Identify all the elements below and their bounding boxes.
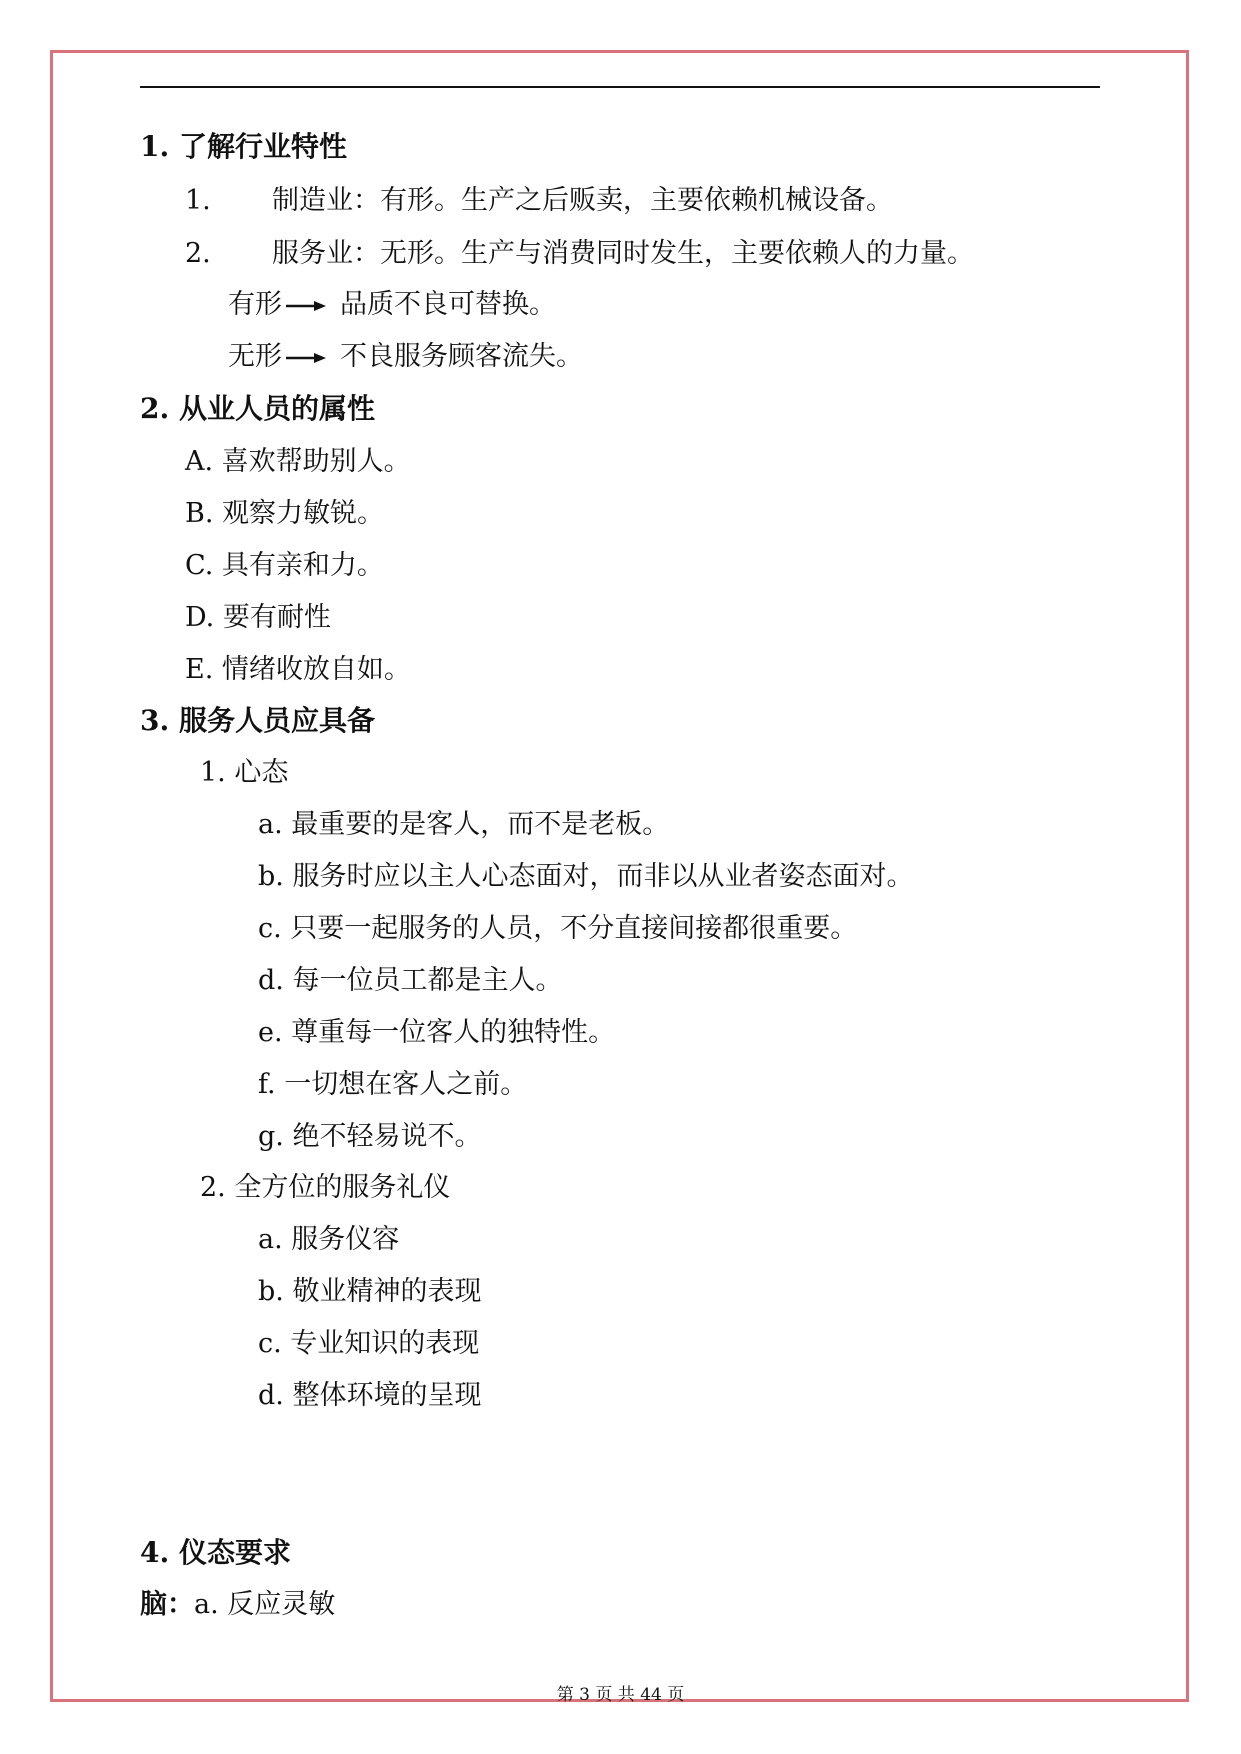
section1-item1-text: 制造业：有形。生产之后贩卖，主要依赖机械设备。	[272, 185, 893, 216]
mindset-item: b. 服务时应以主人心态面对，而非以从业者姿态面对。	[258, 861, 914, 892]
mindset-item: f. 一切想在客人之前。	[258, 1069, 528, 1100]
brain-line	[140, 1588, 335, 1622]
brain-text: a. 反应灵敏	[194, 1589, 336, 1620]
attribute-item: D. 要有耐性	[185, 602, 331, 633]
tangible-text: 品质不良可替换。	[340, 289, 556, 320]
subsection-title-mindset: 1. 心态	[200, 757, 289, 788]
intangible-text: 不良服务顾客流失。	[340, 341, 583, 372]
mindset-item: a. 最重要的是客人，而不是老板。	[258, 809, 670, 840]
page-footer: 第 3 页 共 44 页	[556, 1685, 685, 1705]
mindset-item: d. 每一位员工都是主人。	[258, 965, 563, 996]
tangible-label: 有形	[228, 289, 282, 320]
section1-item2-text: 服务业：无形。生产与消费同时发生，主要依赖人的力量。	[272, 238, 974, 269]
subsection-title-etiquette: 2. 全方位的服务礼仪	[200, 1172, 451, 1203]
etiquette-item: d. 整体环境的呈现	[258, 1380, 482, 1411]
section1-heading: 1. 了解行业特性	[140, 130, 347, 163]
attribute-item: E. 情绪收放自如。	[185, 654, 411, 685]
intangible-line	[228, 340, 583, 374]
etiquette-item: b. 敬业精神的表现	[258, 1276, 482, 1307]
mindset-item: e. 尊重每一位客人的独特性。	[258, 1017, 616, 1048]
section2-heading: 2. 从业人员的属性	[140, 392, 375, 425]
mindset-item: g. 绝不轻易说不。	[258, 1121, 482, 1152]
brain-label: 脑：	[140, 1589, 194, 1620]
intangible-label: 无形	[228, 341, 282, 372]
attribute-item: C. 具有亲和力。	[185, 550, 384, 581]
section4-heading: 4. 仪态要求	[140, 1536, 291, 1569]
section1-item1-number: 1.	[185, 185, 211, 216]
section1-item2-number: 2.	[185, 238, 211, 269]
attribute-item: A. 喜欢帮助别人。	[185, 446, 411, 477]
etiquette-item: c. 专业知识的表现	[258, 1328, 480, 1359]
section3-heading: 3. 服务人员应具备	[140, 704, 375, 737]
etiquette-item: a. 服务仪容	[258, 1224, 400, 1255]
tangible-line	[228, 288, 556, 322]
mindset-item: c. 只要一起服务的人员，不分直接间接都很重要。	[258, 913, 858, 944]
right-arrow-icon	[286, 299, 326, 313]
right-arrow-icon	[286, 351, 326, 365]
attribute-item: B. 观察力敏锐。	[185, 498, 385, 529]
header-rule	[140, 86, 1100, 88]
